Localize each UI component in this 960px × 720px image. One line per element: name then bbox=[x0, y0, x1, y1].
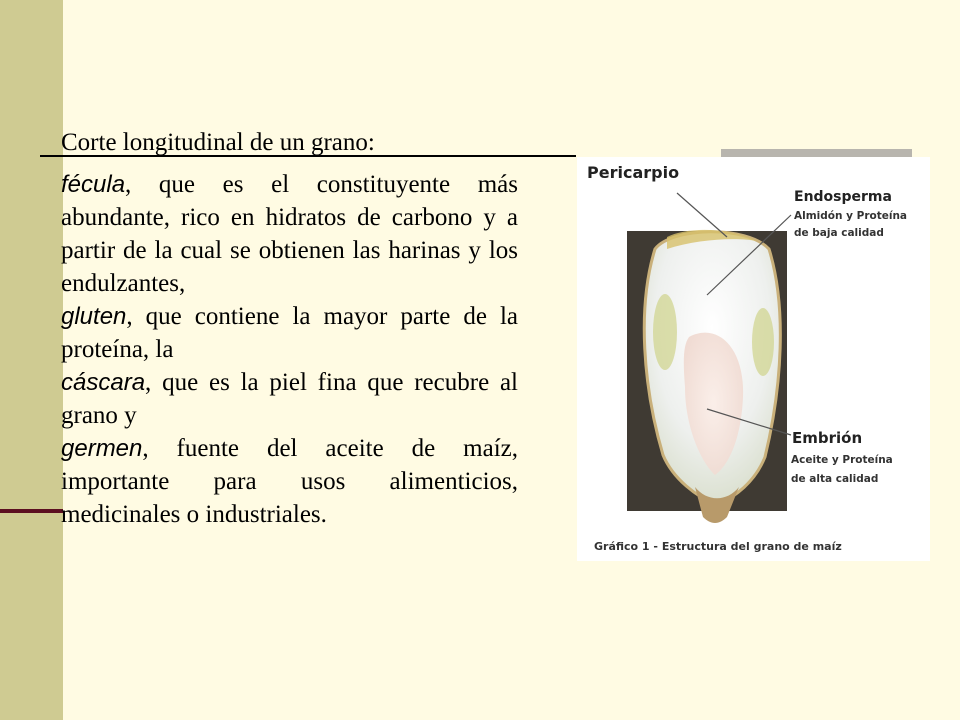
corn-kernel-figure bbox=[577, 157, 930, 561]
figure-caption: Gráfico 1 - Estructura del grano de maíz bbox=[594, 540, 842, 553]
label-embrion-sub1: Aceite y Proteína bbox=[791, 454, 893, 466]
term-germen: germen bbox=[61, 435, 143, 462]
label-embrion: Embrión bbox=[792, 429, 863, 447]
gray-decorative-bar bbox=[721, 149, 912, 157]
paragraph-text: , que es el constituyente más abundante, rico en hidratos de carbono y a partir de la cual se obtienen las harinas y los endulzantes, bbox=[61, 171, 518, 297]
term-fecula: fécula bbox=[61, 171, 126, 198]
paragraph-germen bbox=[61, 432, 518, 531]
label-endosperma-sub1: Almidón y Proteína bbox=[794, 210, 908, 222]
gluten-left bbox=[653, 294, 677, 370]
label-embrion-sub2: de alta calidad bbox=[791, 473, 879, 485]
term-cascara: cáscara bbox=[61, 369, 146, 396]
paragraph-cascara bbox=[61, 366, 518, 432]
accent-line bbox=[0, 509, 63, 513]
paragraph-text: , que es la piel fina que recubre al grano y bbox=[61, 369, 518, 429]
label-endosperma: Endosperma bbox=[794, 189, 892, 205]
paragraph-text: , que contiene la mayor parte de la proteína, la bbox=[61, 303, 518, 363]
gluten-right bbox=[752, 308, 774, 376]
paragraph-fecula bbox=[61, 168, 518, 300]
label-endosperma-sub2: de baja calidad bbox=[794, 227, 884, 239]
left-decorative-bar bbox=[0, 0, 63, 720]
body-text bbox=[61, 168, 518, 531]
term-gluten: gluten bbox=[61, 303, 127, 330]
label-pericarpio: Pericarpio bbox=[587, 163, 680, 182]
slide-title: Corte longitudinal de un grano: bbox=[61, 129, 375, 156]
paragraph-text: , fuente del aceite de maíz, importante para usos alimenticios, medicinales o industriales. bbox=[61, 435, 518, 528]
paragraph-gluten bbox=[61, 300, 518, 366]
